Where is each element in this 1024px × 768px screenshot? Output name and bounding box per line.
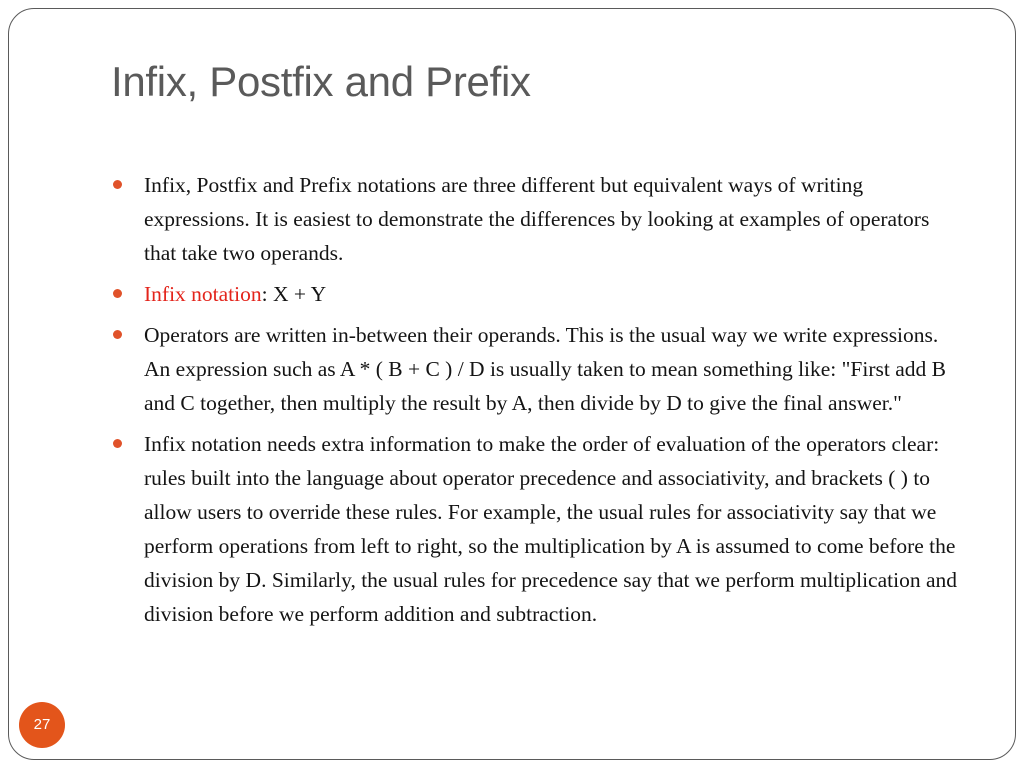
bullet-text: Infix notation needs extra information to make the order of evaluation of the operators clear: rules built into the language about operator precedence and associativity, and brackets ( ) to allow users to override these rules. For example, the usual rules for associativity say that we perform operations from left to right, so the multiplication by A is assumed to come before the division by D. Similarly, the usual rules for precedence say that we perform multiplication and division before we perform addition and subtraction.: [144, 432, 958, 626]
bullet-text: Infix, Postfix and Prefix notations are three different but equivalent ways of writing expressions. It is easiest to demonstrate the differences by looking at examples of operators that take two operands.: [144, 173, 930, 265]
bullet-list: [113, 168, 958, 638]
bullet-item: [113, 168, 958, 270]
bullet-text: : X + Y: [261, 282, 327, 306]
bullet-dot-icon: [113, 289, 122, 298]
bullet-dot-icon: [113, 180, 122, 189]
bullet-dot-icon: [113, 439, 122, 448]
slide-title: Infix, Postfix and Prefix: [111, 58, 531, 105]
bullet-dot-icon: [113, 330, 122, 339]
bullet-item: [113, 277, 958, 311]
page-number-badge: 27: [19, 702, 65, 748]
bullet-item: [113, 427, 958, 631]
bullet-item: [113, 318, 958, 420]
bullet-text: Operators are written in-between their operands. This is the usual way we write expressions. An expression such as A * ( B + C ) / D is usually taken to mean something like: "First add B and C together, then multiply the result by A, then divide by D to give the final answer.": [144, 323, 946, 415]
infix-notation-label: Infix notation: [144, 282, 262, 306]
